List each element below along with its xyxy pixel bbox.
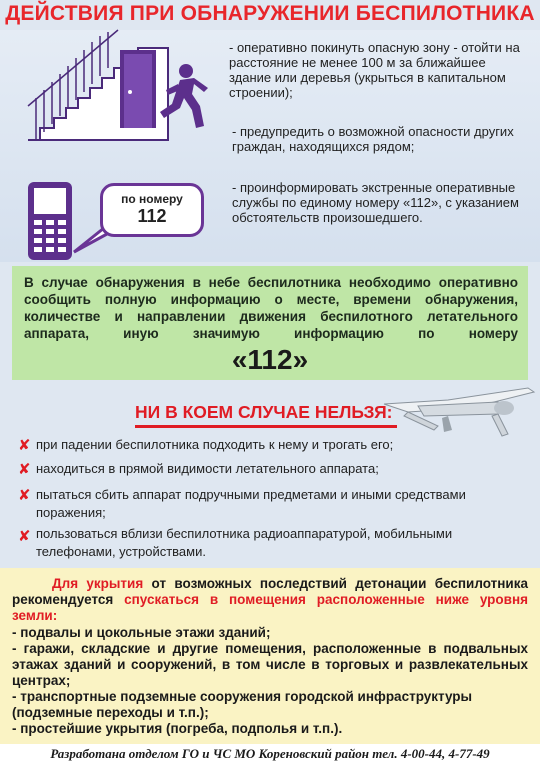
- bubble-label: по номеру: [121, 192, 183, 206]
- forbidden-item: при падении беспилотника подходить к нему и трогать его;: [36, 437, 394, 452]
- forbidden-item: находиться в прямой видимости летательного аппарата;: [36, 461, 379, 476]
- speech-bubble: [100, 183, 204, 237]
- cross-icon: ✘: [18, 437, 31, 454]
- shelter-item-simple: - простейшие укрытия (погреба, подполья и т.п.).: [12, 721, 343, 736]
- cross-icon: ✘: [18, 461, 31, 478]
- forbidden-title-underline: [135, 425, 397, 428]
- shelter-intro: [12, 576, 528, 624]
- info-text: В случае обнаружения в небе беспилотника необходимо оперативно сообщить полную информацию о месте, времени обнаружения, количестве и направлении движения беспилотного летательного аппарата, иную значимую информацию по номеру: [24, 275, 518, 341]
- shelter-item-transport: - транспортные подземные сооружения городской инфраструктуры (подземные переходы и т.п.);: [12, 689, 473, 720]
- shelter-intro-red-2: спускаться в помещения расположенные ниже уровня земли:: [12, 592, 529, 623]
- intro-item-leave-zone: - оперативно покинуть опасную зону - отойти на расстояние не менее 100 м за ближайшее здание или деревья (укрыться в капитальном строении);: [229, 40, 520, 100]
- intro-item-warn-others: - предупредить о возможной опасности других граждан, находящихся рядом;: [232, 124, 514, 154]
- cross-icon: ✘: [18, 528, 31, 545]
- shelter-intro-red-1: Для укрытия: [52, 576, 144, 591]
- forbidden-item: пользоваться вблизи беспилотника радиоаппаратурой, мобильными телефонами, устройствами.: [36, 526, 453, 559]
- page-title: ДЕЙСТВИЯ ПРИ ОБНАРУЖЕНИИ БЕСПИЛОТНИКА: [5, 2, 535, 25]
- shelter-item-garages: - гаражи, складские и другие помещения, расположенные в подвальных этажах зданий и сооружений, в том числе в торговых и развлекательных центрах;: [12, 641, 528, 688]
- bubble-number: 112: [137, 206, 167, 226]
- emergency-number: «112»: [231, 344, 309, 375]
- mobile-phone-icon: [26, 180, 74, 262]
- cross-icon: ✘: [18, 487, 31, 504]
- intro-item-inform-services: - проинформировать экстренные оперативные службы по единому номеру «112», с указанием обстоятельств произошедшего.: [232, 180, 519, 225]
- shelter-item-basements: - подвалы и цокольные этажи зданий;: [12, 625, 271, 640]
- shelter-intro-black-1: от возможных последствий детонации беспилотника рекомендуется: [12, 576, 528, 607]
- forbidden-title: НИ В КОЕМ СЛУЧАЕ НЕЛЬЗЯ:: [135, 402, 393, 422]
- footer-credit: Разработана отделом ГО и ЧС МО Кореновский район тел. 4-00-44, 4-77-49: [50, 746, 490, 761]
- forbidden-item: пытаться сбить аппарат подручными предметами и иными средствами поражения;: [36, 487, 466, 520]
- running-person-icon: [150, 62, 210, 132]
